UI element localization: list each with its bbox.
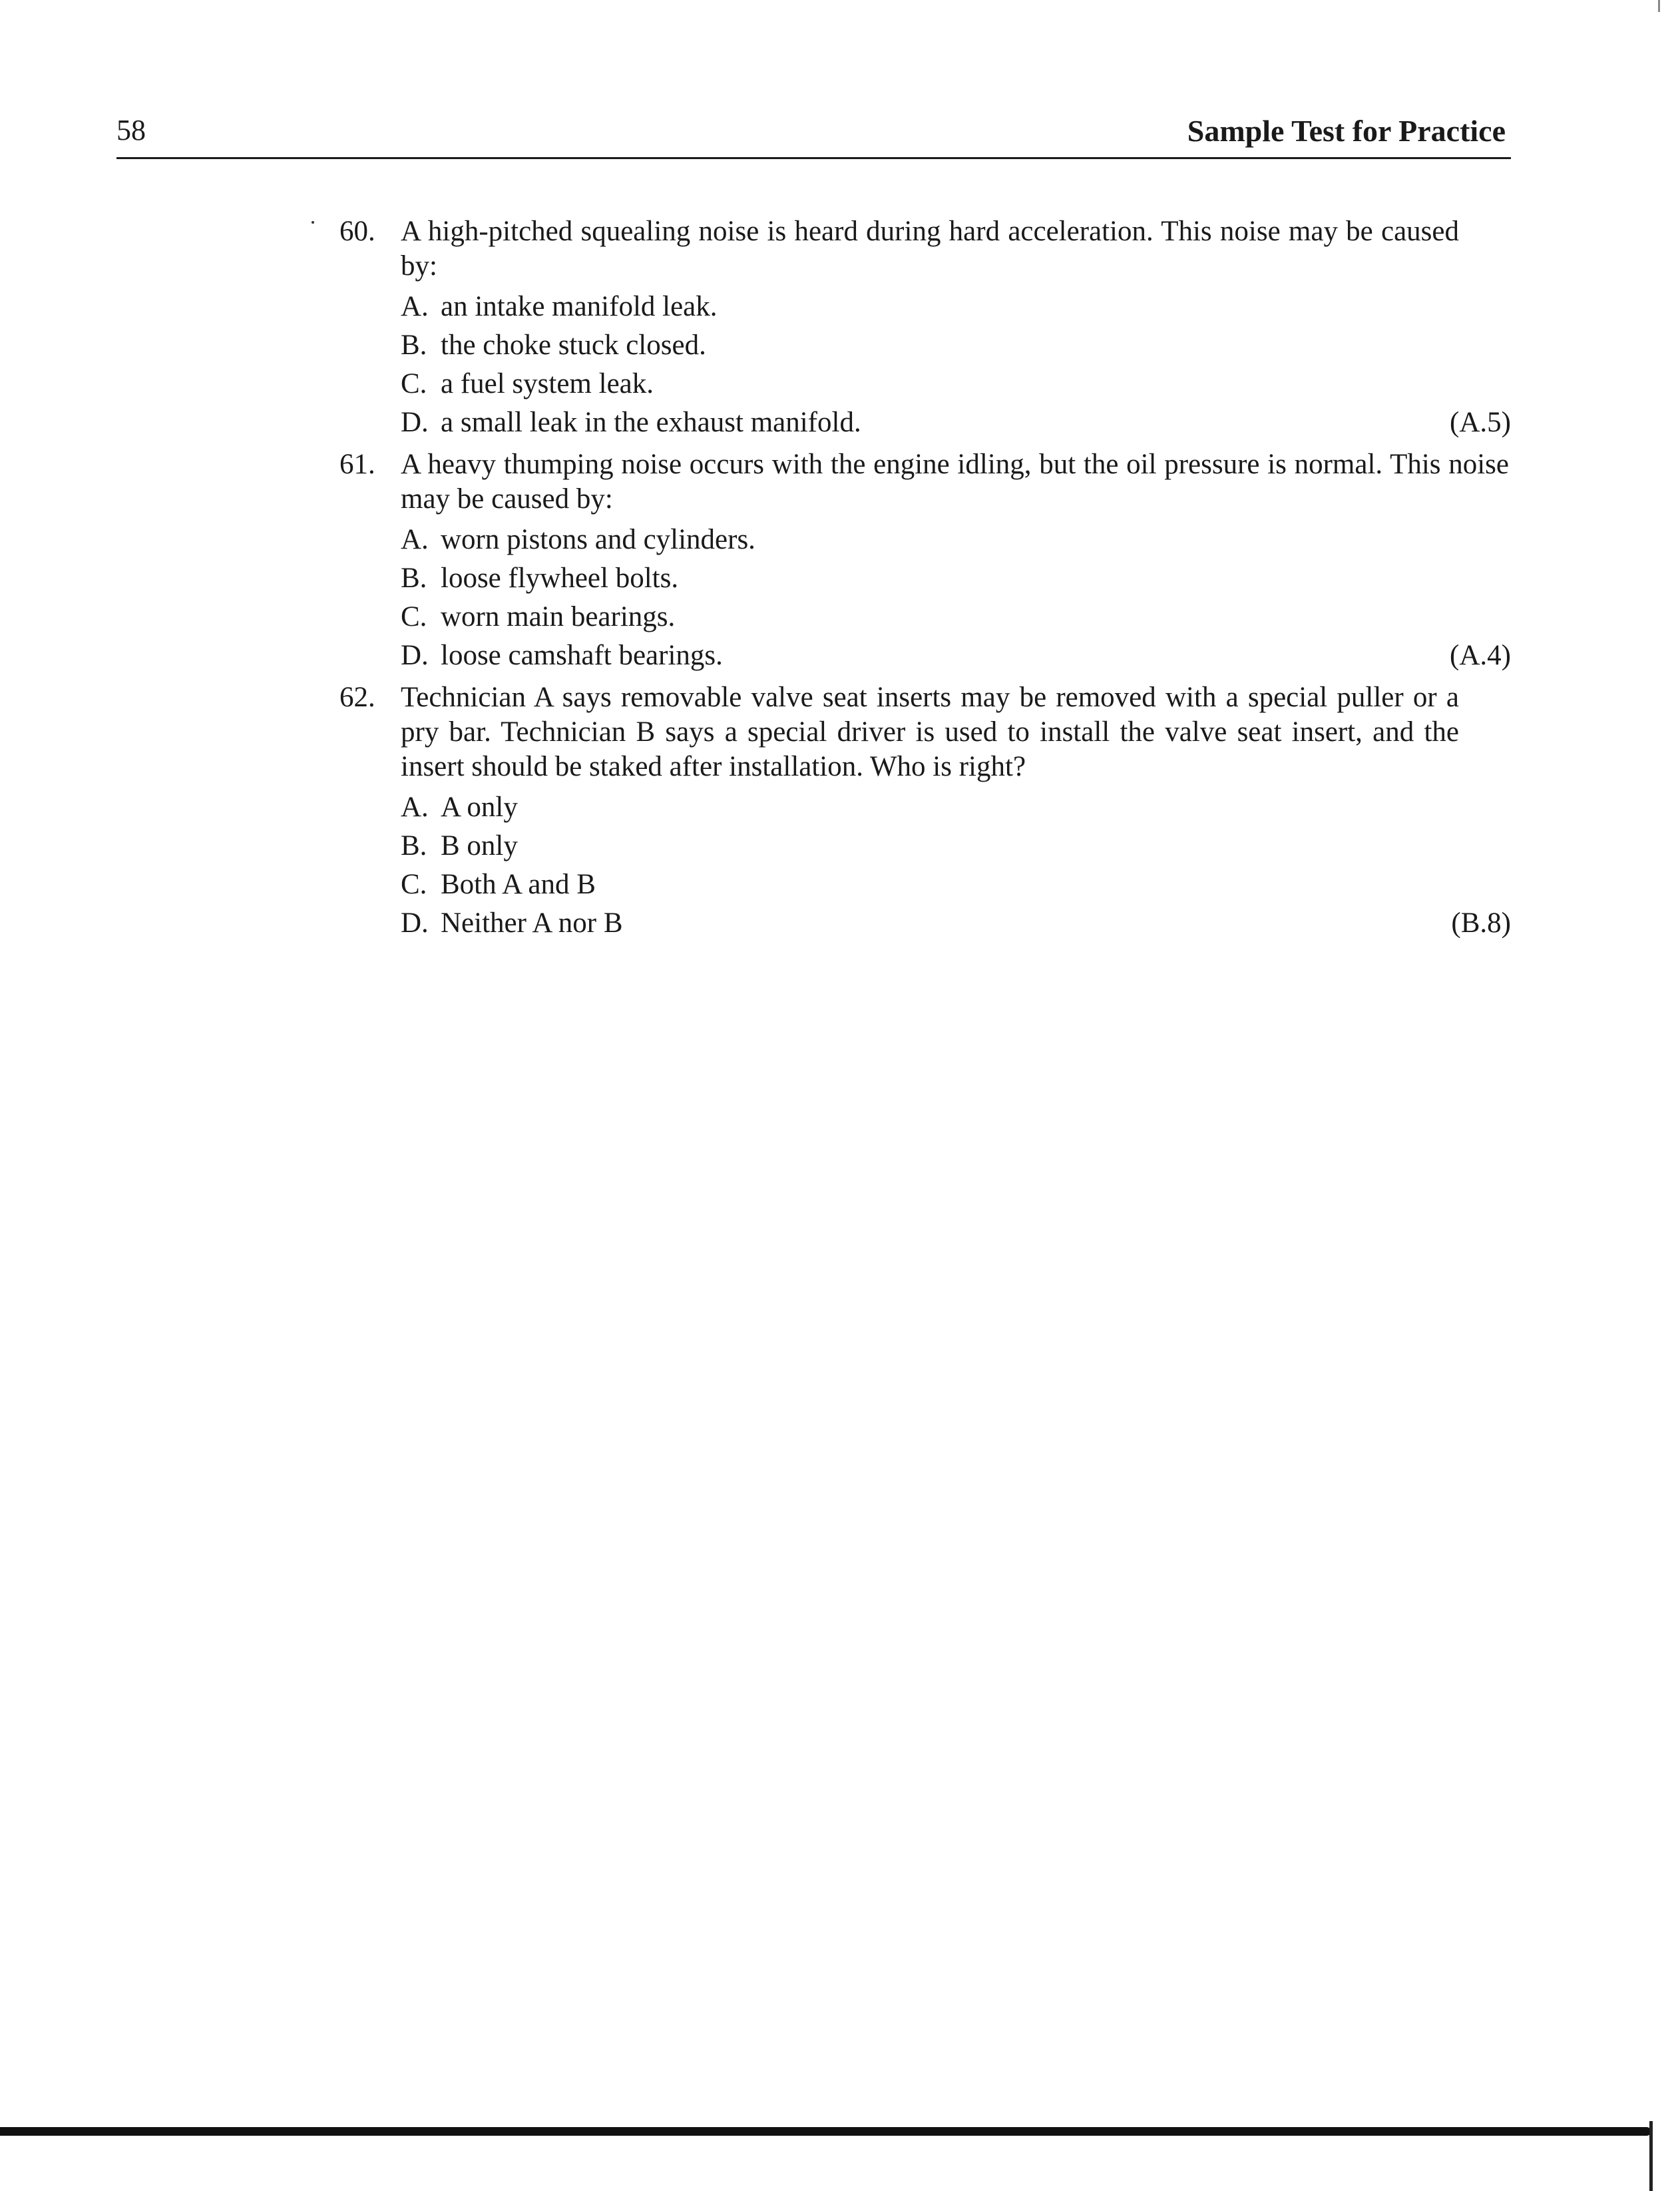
answer-option-a <box>401 521 1511 559</box>
option-letter: D. <box>401 640 429 671</box>
option-text: A only <box>441 792 518 823</box>
question-stem <box>339 447 1511 517</box>
option-text: loose camshaft bearings. <box>441 640 723 671</box>
answer-option-c <box>401 598 1511 636</box>
answer-option-d <box>401 636 1511 675</box>
question-stem <box>339 680 1511 784</box>
bottom-scan-edge <box>1649 2121 1653 2191</box>
option-letter: A. <box>401 524 429 555</box>
option-letter: B. <box>401 563 427 594</box>
scan-speck <box>312 221 314 224</box>
question-text: Technician A says removable valve seat inserts may be removed with a special puller or a pry bar. Technician B says a special driver is used to install the valve seat insert, and the insert should be staked after installation. Who is right? <box>401 682 1459 782</box>
page-number: 58 <box>116 114 146 146</box>
question-62 <box>339 680 1511 943</box>
option-text: loose flywheel bolts. <box>441 563 679 594</box>
question-text: A heavy thumping noise occurs with the engine idling, but the oil pressure is normal. This noise may be caused by: <box>401 449 1509 515</box>
option-letter: D. <box>401 407 429 438</box>
option-letter: C. <box>401 601 427 632</box>
answer-option-b <box>401 326 1511 365</box>
option-text: worn main bearings. <box>441 601 676 632</box>
answer-option-b <box>401 827 1511 865</box>
answer-option-c <box>401 865 1511 904</box>
option-text: a small leak in the exhaust manifold. <box>441 407 861 438</box>
option-text: the choke stuck closed. <box>441 330 706 361</box>
option-letter: A. <box>401 792 429 823</box>
question-text: A high-pitched squealing noise is heard during hard acceleration. This noise may be caused by: <box>401 216 1459 282</box>
option-text: a fuel system leak. <box>441 368 654 399</box>
scan-edge-mark <box>1658 0 1660 12</box>
task-reference: (A.5) <box>1450 407 1511 438</box>
question-list <box>339 214 1511 948</box>
option-letter: C. <box>401 368 427 399</box>
page-header <box>116 113 1511 154</box>
option-text: Both A and B <box>441 869 596 900</box>
option-text: Neither A nor B <box>441 907 623 939</box>
question-number: 60. <box>339 216 375 247</box>
answer-options <box>401 521 1511 675</box>
question-stem <box>339 214 1511 284</box>
answer-option-b <box>401 559 1511 598</box>
answer-option-c <box>401 365 1511 403</box>
option-text: an intake manifold leak. <box>441 291 718 322</box>
question-61 <box>339 447 1511 675</box>
answer-option-d <box>401 403 1511 442</box>
task-reference: (A.4) <box>1450 640 1511 671</box>
question-60 <box>339 214 1511 442</box>
option-letter: D. <box>401 907 429 939</box>
option-letter: C. <box>401 869 427 900</box>
answer-options <box>401 288 1511 442</box>
bottom-scan-bar <box>0 2127 1651 2136</box>
header-rule <box>116 157 1511 159</box>
question-number: 62. <box>339 682 375 713</box>
option-letter: A. <box>401 291 429 322</box>
question-number: 61. <box>339 449 375 480</box>
answer-option-a <box>401 788 1511 827</box>
option-text: worn pistons and cylinders. <box>441 524 755 555</box>
task-reference: (B.8) <box>1451 907 1511 939</box>
running-title: Sample Test for Practice <box>1187 114 1506 148</box>
answer-options <box>401 788 1511 943</box>
answer-option-a <box>401 288 1511 326</box>
option-text: B only <box>441 830 518 861</box>
answer-option-d <box>401 904 1511 943</box>
option-letter: B. <box>401 330 427 361</box>
option-letter: B. <box>401 830 427 861</box>
